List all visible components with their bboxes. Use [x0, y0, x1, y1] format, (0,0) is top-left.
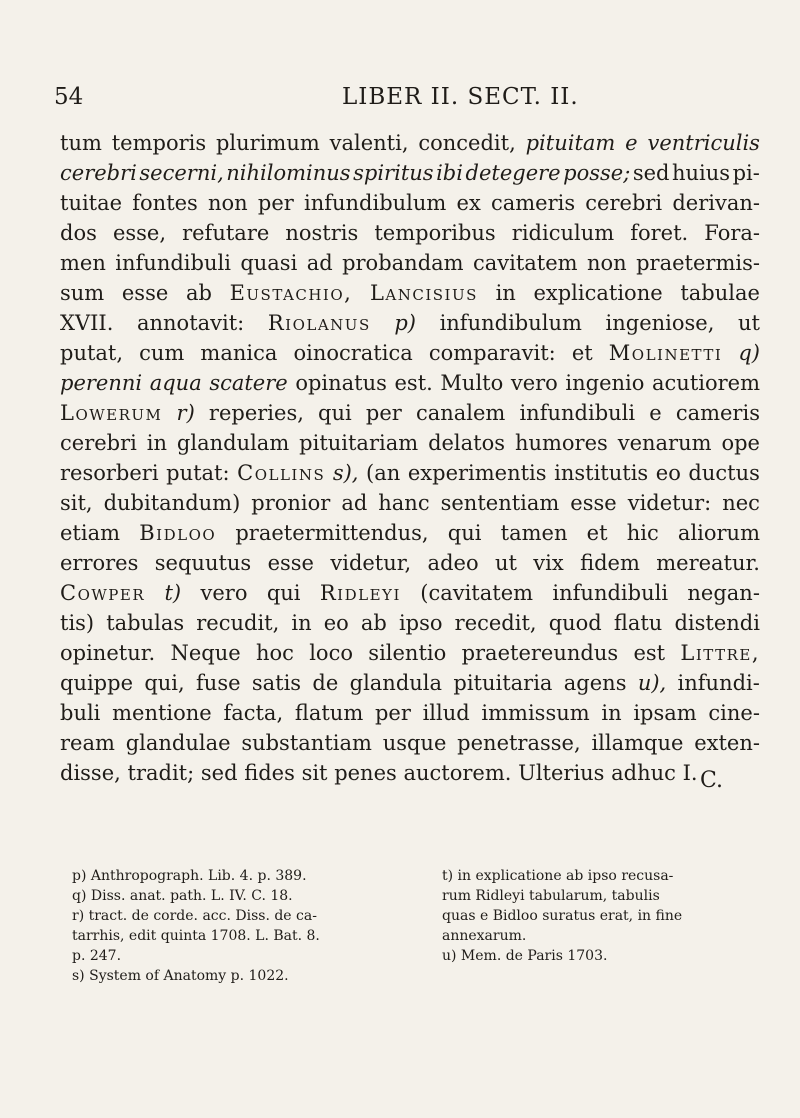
text-line	[60, 428, 760, 458]
word: Riolanus	[267, 311, 371, 335]
footnotes-right-column	[442, 866, 760, 966]
word: cum	[139, 341, 185, 365]
word: annotavit:	[136, 311, 245, 335]
text-line	[60, 758, 760, 788]
text-line	[60, 548, 760, 578]
word: infundibuli	[519, 401, 636, 425]
word: eo	[655, 461, 681, 485]
word: detegere	[465, 161, 561, 185]
word: nec	[722, 491, 760, 515]
word: penetrasse,	[457, 731, 581, 755]
word: venarum	[617, 431, 712, 455]
word: vero	[510, 371, 558, 395]
main-text	[60, 128, 760, 788]
catchword: C.	[700, 768, 724, 793]
text-line	[60, 398, 760, 428]
word: videtur:	[627, 491, 712, 515]
word: exten-	[694, 731, 760, 755]
word: (cavitatem	[420, 581, 534, 605]
word: adeo	[427, 551, 479, 575]
footnote-line: r) tract. de corde. acc. Diss. de ca-	[72, 908, 317, 924]
word: flatum	[294, 701, 364, 725]
word: r)	[176, 401, 195, 425]
word: sed	[200, 761, 238, 785]
word: Multo	[440, 371, 504, 395]
word: opinatus	[295, 371, 387, 395]
word: ventriculis	[647, 131, 760, 155]
word: sequutus	[154, 551, 252, 575]
word: pituitam	[525, 131, 616, 155]
word: Collins	[237, 461, 326, 485]
word: plurimum	[215, 131, 320, 155]
word: glandulam	[176, 431, 290, 455]
text-line	[60, 368, 760, 398]
text-line	[60, 518, 760, 548]
word: temporibus	[374, 221, 496, 245]
word: sit,	[60, 491, 93, 515]
word: pituitariam	[299, 431, 419, 455]
word: derivan-	[672, 191, 760, 215]
word: dos	[60, 221, 97, 245]
word: acutiorem	[652, 371, 760, 395]
word: putat,	[60, 341, 124, 365]
word: cerebri	[585, 191, 663, 215]
word: huius	[672, 161, 731, 185]
word: immissum	[481, 701, 590, 725]
word: adhuc	[611, 761, 676, 785]
word: scatere	[209, 371, 288, 395]
word: esse	[121, 281, 169, 305]
word: ipso	[398, 611, 443, 635]
word: et	[571, 341, 593, 365]
word: vix	[533, 551, 564, 575]
word: quippe	[60, 671, 133, 695]
footnote-line: rum Ridleyi tabularum, tabulis	[442, 888, 660, 904]
word: ibi	[436, 161, 463, 185]
word: ab	[185, 281, 212, 305]
word: sum	[60, 281, 105, 305]
word: concedit,	[418, 131, 516, 155]
word: ipsam	[633, 701, 697, 725]
footnote-line: s) System of Anatomy p. 1022.	[72, 968, 289, 984]
word: ream	[60, 731, 115, 755]
word: manica	[200, 341, 278, 365]
word: praetereundus	[461, 641, 619, 665]
word: Lancisius	[369, 281, 478, 305]
word: probandam	[342, 251, 464, 275]
word: est	[633, 641, 666, 665]
word: ridiculum	[511, 221, 615, 245]
word: praetermittendus,	[235, 521, 429, 545]
word: distendi	[674, 611, 760, 635]
word: esse	[267, 551, 314, 575]
word: experimentis	[407, 461, 547, 485]
word: sit	[301, 761, 328, 785]
word: substantiam	[241, 731, 372, 755]
word: et	[586, 521, 608, 545]
word: per	[257, 191, 294, 215]
word: fidem	[580, 551, 640, 575]
word: refutare	[182, 221, 270, 245]
word: esse	[570, 491, 617, 515]
word: de	[312, 671, 339, 695]
word: Lowerum	[60, 401, 163, 425]
word: ductus	[688, 461, 760, 485]
word: hic	[626, 521, 659, 545]
word: opinetur.	[60, 641, 156, 665]
word: satis	[251, 671, 302, 695]
word: ad	[306, 251, 333, 275]
text-line	[60, 188, 760, 218]
word: ut	[494, 551, 517, 575]
text-line	[60, 668, 760, 698]
word: ut	[738, 311, 760, 335]
word: p)	[394, 311, 416, 335]
word: agens	[563, 671, 627, 695]
word: in	[495, 281, 516, 305]
word: t)	[164, 581, 182, 605]
word: (an	[366, 461, 401, 485]
text-line	[60, 638, 760, 668]
word: glandulae	[125, 731, 231, 755]
word: loco	[309, 641, 353, 665]
word: cerebri	[60, 161, 137, 185]
word: flatu	[613, 611, 663, 635]
word: infundi-	[677, 671, 760, 695]
text-line	[60, 158, 760, 188]
word: non	[587, 251, 627, 275]
footnote-line: t) in explicatione ab ipso recusa-	[442, 868, 674, 884]
word: infundibulum	[303, 191, 447, 215]
word: buli	[60, 701, 101, 725]
word: ingeniose,	[605, 311, 715, 335]
word: foret.	[630, 221, 689, 245]
word: Littre,	[680, 641, 760, 665]
word: ingenio	[565, 371, 645, 395]
word: ab	[360, 611, 387, 635]
word: recudit,	[196, 611, 280, 635]
word: ex	[456, 191, 481, 215]
word: valenti,	[329, 131, 409, 155]
word: auctorem.	[403, 761, 512, 785]
word: in	[291, 611, 312, 635]
word: etiam	[60, 521, 121, 545]
text-line	[60, 698, 760, 728]
page-header	[54, 84, 754, 120]
text-line	[60, 248, 760, 278]
word: temporis	[111, 131, 207, 155]
word: qui	[447, 521, 482, 545]
word: pituitaria	[453, 671, 553, 695]
word: in	[601, 701, 622, 725]
word: tabulas	[106, 611, 185, 635]
word: praetermis-	[636, 251, 760, 275]
word: Molinetti	[608, 341, 723, 365]
word: sed	[632, 161, 670, 185]
word: per	[365, 401, 402, 425]
word: aliorum	[677, 521, 760, 545]
word: cameris	[675, 401, 760, 425]
word: tamen	[500, 521, 568, 545]
word: tabulae	[680, 281, 760, 305]
word: q)	[738, 341, 760, 365]
word: penes	[334, 761, 397, 785]
word: infundibuli	[115, 251, 231, 275]
word: tradit;	[127, 761, 195, 785]
word: quod	[548, 611, 602, 635]
word: est.	[394, 371, 433, 395]
word: pronior	[251, 491, 331, 515]
word: Cowper	[60, 581, 146, 605]
word: ope	[721, 431, 760, 455]
word: pi-	[732, 161, 760, 185]
word: fuse	[196, 671, 241, 695]
text-line	[60, 458, 760, 488]
word: putat:	[166, 461, 230, 485]
word: I.	[682, 761, 698, 785]
text-line	[60, 728, 760, 758]
word: Ulterius	[518, 761, 605, 785]
word: esse,	[112, 221, 167, 245]
word: resorberi	[60, 461, 159, 485]
word: posse;	[563, 161, 631, 185]
text-line	[60, 218, 760, 248]
word: tum	[60, 131, 102, 155]
text-line	[60, 278, 760, 308]
word: s),	[332, 461, 359, 485]
running-head: LIBER II. SECT. II.	[342, 84, 579, 110]
word: cerebri	[60, 431, 137, 455]
word: e	[649, 401, 662, 425]
word: reperies,	[208, 401, 304, 425]
word: quasi	[240, 251, 298, 275]
word: hanc	[378, 491, 430, 515]
text-line	[60, 488, 760, 518]
word: aqua	[149, 371, 202, 395]
word: ad	[341, 491, 368, 515]
word: Bidloo	[139, 521, 217, 545]
word: mereatur.	[656, 551, 760, 575]
word: non	[208, 191, 248, 215]
word: e	[625, 131, 638, 155]
word: qui,	[144, 671, 185, 695]
word: sententiam	[440, 491, 560, 515]
word: men	[60, 251, 106, 275]
word: cameris	[490, 191, 576, 215]
word: fides	[244, 761, 295, 785]
footnote-line: q) Diss. anat. path. L. IV. C. 18.	[72, 888, 293, 904]
word: tis)	[60, 611, 95, 635]
footnote-line: tarrhis, edit quinta 1708. L. Bat. 8.	[72, 928, 320, 944]
word: Ridleyi	[319, 581, 401, 605]
word: hoc	[255, 641, 294, 665]
word: nihilominus	[226, 161, 351, 185]
word: glandula	[349, 671, 443, 695]
word: nostris	[285, 221, 359, 245]
word: institutis	[554, 461, 649, 485]
word: per	[374, 701, 411, 725]
word: Neque	[170, 641, 241, 665]
word: silentio	[368, 641, 447, 665]
word: qui	[318, 401, 352, 425]
footnote-line: p) Anthropograph. Lib. 4. p. 389.	[72, 868, 307, 884]
word: explicatione	[533, 281, 663, 305]
word: qui	[266, 581, 301, 605]
footnote-line: annexarum.	[442, 928, 527, 944]
word: errores	[60, 551, 139, 575]
word: negan-	[687, 581, 760, 605]
word: Eustachio,	[229, 281, 353, 305]
word: facta,	[223, 701, 284, 725]
text-line	[60, 128, 760, 158]
footnotes-left-column	[72, 866, 422, 986]
word: dubitandum)	[103, 491, 241, 515]
footnote-line: quas e Bidloo suratus erat, in fine	[442, 908, 683, 924]
word: delatos	[428, 431, 506, 455]
word: u),	[637, 671, 667, 695]
text-line	[60, 578, 760, 608]
word: cavitatem	[472, 251, 578, 275]
word: videtur,	[330, 551, 412, 575]
word: usque	[382, 731, 447, 755]
word: XVII.	[60, 311, 114, 335]
word: canalem	[415, 401, 506, 425]
word: cine-	[708, 701, 760, 725]
word: humores	[514, 431, 608, 455]
word: disse,	[60, 761, 121, 785]
word: comparavit:	[428, 341, 556, 365]
word: Fora-	[704, 221, 760, 245]
word: in	[146, 431, 168, 455]
word: vero	[200, 581, 248, 605]
word: oinocratica	[293, 341, 413, 365]
word: tuitae	[60, 191, 123, 215]
word: illamque	[591, 731, 684, 755]
word: fontes	[132, 191, 198, 215]
word: illud	[422, 701, 470, 725]
footnote-line: u) Mem. de Paris 1703.	[442, 948, 608, 964]
word: recedit,	[454, 611, 537, 635]
word: eo	[323, 611, 349, 635]
text-line	[60, 308, 760, 338]
word: mentione	[112, 701, 212, 725]
text-line	[60, 338, 760, 368]
word: infundibuli	[552, 581, 669, 605]
page-number: 54	[54, 84, 84, 110]
word: secerni,	[139, 161, 224, 185]
word: spiritus	[353, 161, 434, 185]
word: infundibulum	[439, 311, 582, 335]
word: perenni	[60, 371, 143, 395]
footnote-line: p. 247.	[72, 948, 122, 964]
text-line	[60, 608, 760, 638]
